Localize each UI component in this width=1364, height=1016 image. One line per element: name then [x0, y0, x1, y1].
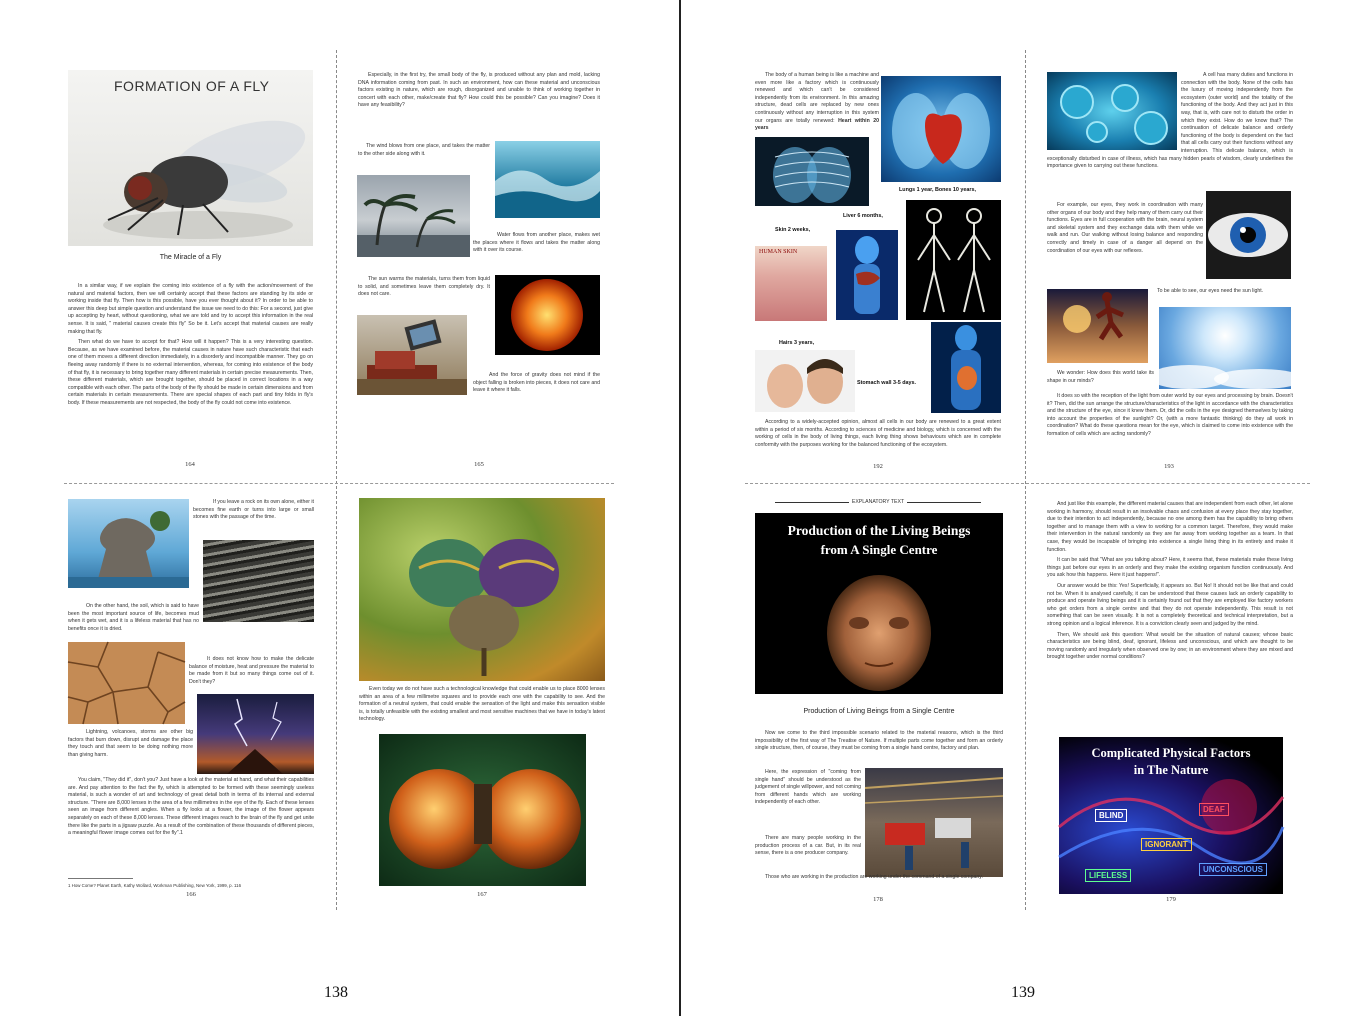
column-divider — [1025, 50, 1026, 910]
poster-line2: from A Single Centre — [820, 542, 938, 557]
p178-paragraph: There are many people working in the production process of a car. But, in its real sense, there is a one producer company. — [755, 835, 861, 857]
footnote-rule — [68, 878, 133, 879]
p193-cell — [1047, 72, 1293, 200]
footnote: 1 How Come? Planet Earth, Kathy Wollard, Workman Publishing, New York, 1999, p. 116 — [68, 883, 242, 888]
page-number-139: 139 — [1011, 984, 1035, 1001]
page-number-192: 192 — [873, 463, 883, 470]
p193-sunlight — [1157, 288, 1297, 298]
poster-line1: Production of the Living Beings — [787, 523, 971, 538]
sky-sun-photo — [1159, 307, 1291, 389]
lightning-text: Lightning, volcanoes, storms are other big factors that burn down, disrupt and damage the place they touch and that seem to be doing nothing more than giving harm. — [68, 729, 193, 758]
p166-rock — [193, 499, 314, 535]
rock-text: If you leave a rock on its own alone, either it becomes fine earth or turns into large or small stones with the passage of the time. — [193, 499, 314, 521]
p193-eye — [1047, 202, 1203, 284]
p192-paragraph: According to a widely-accepted opinion, almost all cells in our body are renewed to a great extent within a period of six months. According to sciences of medicine and biology, which is concerned with the working of cells in the body of living things, each living thing shows behaviours which are in complete conformity with the purposes working for the balanced functioning of the ecosystem. — [755, 419, 1001, 448]
page-number-178: 178 — [873, 896, 883, 903]
sun-text: The sun warms the materials, turns them from liquid to solid, and sometimes leave them completely dry. It does not care. — [358, 276, 490, 298]
lungs-bones-label: Lungs 1 year, Bones 10 years, — [899, 187, 977, 193]
fly-photo — [68, 70, 313, 246]
p178-text2 — [755, 769, 861, 831]
liver-illustration — [836, 230, 898, 320]
p192-intro-text: The body of a human being is like a machine and even more like a factory which is continuously renewed and which can't be considered independently from its environment. In this amazing structure, dead cells are replaced by new ones continuously without any interruption in this system our organs are totally renewed: — [755, 72, 879, 124]
stones-photo — [203, 540, 314, 622]
skeleton-illustration — [906, 200, 1001, 320]
sun-photo — [495, 275, 600, 355]
rock-island-photo — [68, 499, 189, 588]
eye-photo — [1206, 191, 1291, 279]
sunlight-text: To be able to see, our eyes need the sun light. — [1157, 288, 1264, 294]
physical-factors-poster — [1059, 737, 1283, 894]
factors-poster-line1: Complicated Physical Factors — [1091, 746, 1251, 760]
p167-paragraph: Even today we do not have such a technological knowledge that could enable us to place 8000 lenses within an area of a few millimetre squares and to provide each one with the capability to see. And the formation of a neutral system, that could enable the sensation of the light and make this sensation visible is, is totally unfeasible with the existing smallest and most sensitive machines that we have in today's latest technology. — [359, 686, 605, 723]
explanatory-label-wrap — [775, 499, 981, 505]
runner-sun-photo — [1047, 289, 1148, 363]
row-divider — [745, 483, 1310, 484]
fly-caption: The Miracle of a Fly — [159, 254, 222, 261]
p178-text1 — [755, 730, 1003, 763]
soil-text: On the other hand, the soil, which is said to have been the most important source of life, becomes mud when it gets wet, and it is a lifeless material that has no benefits once it is dried. — [68, 603, 199, 632]
p193-text — [1047, 393, 1293, 455]
cell-text: A cell has many duties and functions in connection with the body. None of the cells has the luxury of moving independently from the ecosystem (outer world) and the totality of the functioning of the body. And they act just in this way, that is, with care not to disturb the order in which they exist. How do we know that? The continuation of delicate balance and orderly functioning of the body is dependent on the fact that all cells carry out their functions without any interruption. This delicate balance, which is exceptionally disturbed in case of illness, which has many hidden pearls of wisdom, clearly underlines the importance given to carrying out these functions. — [1047, 72, 1293, 170]
skin-illustration — [755, 246, 827, 321]
wind-text: The wind blows from one place, and takes the matter to the other side along with it. — [358, 143, 490, 157]
p192-intro — [755, 72, 879, 132]
p178-paragraph: Here, the expression of "coming from single hand" should be understood as the judgement of single willpower, and not coming from different hands which are working independently of each other. — [755, 769, 861, 806]
heart-lungs-illustration — [881, 76, 1001, 182]
stomach-illustration — [931, 322, 1001, 413]
page-number-165: 165 — [474, 461, 484, 468]
factors-poster-line2: in The Nature — [1133, 763, 1209, 777]
claim-text: You claim, "They did it", don't you? Just have a look at the material at hand, and what their capabilities are. And pay attention to the fact the fly, which is attempted to be formed with these seemingly useless material, is such a wonder of art and technology of great detail both in terms of its internal and external structure. "There are 8,000 lenses in the area of a few millimetres in the eye of the fly. Each of these lenses seen an image from different angles. When a fly looks at a flower, the image of the flower appears separately on each of these 8,000 lenses. These different images reach to the brain of the fly and get unite there like the parts in a jigsaw puzzle. As a result of the combination of these thousands of different pieces, a meaningful flower image comes out for the fly".1 — [68, 777, 314, 837]
p178-paragraph: Now we come to the third impossible scenario related to the material reasons, which is the third impossibility of the first way of The Treatise of Nature. If multiple parts come together and form an orderly single structure, then, of course, they must be coming from a single hand centre, factory and plan. — [755, 730, 1003, 752]
p179-paragraph: And just like this example, the different material causes that are independent from each other, let alone working in harmony, should result in an insolvable chaos and confusion at every place they stay together, due to their intention to act independently, because no one among them has the capability to bring others together and to manage them with a view to working for a common target. Therefore, they would make their intervention in the natural randomly as they are far away from working together as a team. In that case, they would be incapable of bringing into existence a single living thing in its entirety and make it function. — [1047, 501, 1293, 553]
tag-lifeless: LIFELESS — [1085, 869, 1131, 882]
tag-blind: BLIND — [1095, 809, 1127, 822]
p165-intro — [358, 72, 600, 124]
wave-photo — [495, 141, 600, 218]
hairs-label: Hairs 3 years, — [779, 340, 815, 346]
tag-ignorant: IGNORANT — [1141, 838, 1192, 851]
p179-paragraph: It can be said that "What are you talking about? Here, it seems that, these materials make these living things just before our eyes in an orderly and they make the existing organism function continuously. And you ask how this happens. Here it just happens!". — [1047, 557, 1293, 579]
p193-paragraph: It does so with the reception of the light from outer world by our eyes and processing by brain. Doesn't it? Then, did the sun arrange the structure/characteristics of the light in accordance with the characteristics and the structure of the eye, since it knew them. Or, did the cells in the eye designed themselves by taking into account the properties of the sunlight? Or, (with a more fantastic thinking) do they all work in coordination? What do these questions mean for the eye, which is claimed to come into existence with the formation of cells which are acting randomly? — [1047, 393, 1293, 437]
p193-wonder — [1047, 370, 1154, 388]
p166-claim — [68, 777, 314, 863]
p179-text — [1047, 501, 1293, 733]
stomach-label: Stomach wall 3-5 days. — [857, 380, 917, 386]
balance-text: It does not know how to make the delicate balance of moisture, heat and pressure the material to be made from it but so many things come out of it. Don't they? — [189, 656, 314, 685]
p179-paragraph: Our answer would be this: Yes! Superficially, it appears so. But No! It should not be like that and could not be. When it is analysed carefully, it can be understood that these causes lack an orderly capability to produce and operate living beings and it is certainly found out that they are employed like factory workers who get orders from a single centre and that they do not operate independently. This result is not something that can be seen visually. It is not a completely theoretical and technical interpretation, but a strong opinion and a logical inference. It is a conviction clearly seen and judged by the mind. — [1047, 582, 1293, 627]
column-divider — [336, 50, 337, 910]
p192-text — [755, 419, 1001, 461]
horsefly-macro-photo — [359, 498, 605, 681]
p178-text3 — [755, 835, 861, 870]
page-number-164: 164 — [185, 461, 195, 468]
p192-heart: Heart within 20 years — [755, 117, 879, 132]
p164-paragraph: Then what do we have to accept for that? How will it happen? This is a very interesting question. Because, as we have examined before, the material causes in nature have such characteristic that each one of them moves a different direction immediately, in a disorderly and incompatible manner. They go on fleeing away randomly if there is no external intervention, whereas, for coming into existence of the body of that fly, it is necessary to bring together many different materials in certain precise measurements. Then, these different materials, which are brought together, should be placed in correct locations in a way compatible with each other. The parts of the body of the fly should be made in certain dimensions and from certain materials in certain measurements. There are special shapes of each part and tiny folds in fly's body. If these measurements are not respected, the body of the fly could not come into existence. — [68, 339, 313, 406]
explanatory-label: EXPLANATORY TEXT — [849, 499, 907, 505]
liver-label: Liver 6 months, — [843, 213, 883, 219]
left-page — [0, 0, 680, 1016]
tag-deaf: DEAF — [1199, 803, 1229, 816]
palm-storm-photo — [357, 175, 470, 257]
page-number-193: 193 — [1164, 463, 1174, 470]
compound-eyes-photo — [379, 734, 586, 886]
car-factory-photo — [865, 768, 1003, 877]
p166-balance — [189, 656, 314, 690]
p165-intro-text: Especially, in the first try, the small body of the fly, is produced without any plan and mold, lacking DNA information coming from past. In such an environment, how can these material and unconscious factors existing in nature, which are rough, disorganized and unable to think of working together in concert with each other, make/create that fly? How could this be possible? Can you imagine? Does it have any feasibility? — [358, 72, 600, 109]
p166-lightning — [68, 729, 193, 771]
right-page — [681, 0, 1364, 1016]
p165-water — [473, 232, 600, 258]
page-number-167: 167 — [477, 891, 487, 898]
p178-text4 — [755, 874, 1003, 891]
row-divider — [64, 483, 614, 484]
single-centre-poster — [755, 513, 1003, 694]
p165-wind — [358, 143, 490, 161]
lungs-xray-illustration — [755, 137, 869, 206]
gravity-text: And the force of gravity does not mind if the object falling is broken into pieces, it does not care and leave it where it falls. — [473, 372, 600, 394]
page-number-166: 166 — [186, 891, 196, 898]
p165-sun — [358, 276, 490, 302]
tag-unconscious: UNCONSCIOUS — [1199, 863, 1267, 876]
fly-photo-title: FORMATION OF A FLY — [114, 78, 270, 94]
skin-label: Skin 2 weeks, — [775, 227, 811, 233]
water-text: Water flows from another place, makes wet the places where it flows and takes the matter along with it over its course. — [473, 232, 600, 254]
falling-tv-photo — [357, 315, 467, 395]
eye-text: For example, our eyes, they work in coordination with many other organs of our body and they help many of them carry out their functions. Eyes are in full cooperation with the brain, neural system and skeletal system and they exchange data with them while we walk and run. Our walking without losing balance and responding correctly and timely in case of a danger all depend on the coordination of our eyes with our reflexes. — [1047, 202, 1203, 254]
p164-paragraph: In a similar way, if we explain the coming into existence of a fly with the action/movement of the natural and material factors, then we will certainly accept that these factors are standing by its side or working inside that fly. Then how is this possible, have you ever thought about it? In order to be able to answer this deep but simple question and understand the issue we need to do this: For a second, just give up accepting by heart, without questioning, what we are told and try to accept this information in the real sense. It is said, " material causes create this fly" So be it. Let's accept that material causes are really making that fly. — [68, 283, 313, 335]
p165-gravity — [473, 372, 600, 398]
page-number-179: 179 — [1166, 896, 1176, 903]
dry-soil-photo — [68, 642, 185, 724]
p179-paragraph: Then, We should ask this question: What would be the situation of natural causes; whose basic characteristics are being blind, deaf, ignorant, lifeless and unconscious, and which are thought to be moving randomly and irregularly when observed one by one; in an environment where they are mixed and brought together under normal conditions? — [1047, 631, 1293, 661]
hair-men-photo — [755, 350, 855, 412]
p167-text — [359, 686, 605, 729]
page-number-138: 138 — [324, 984, 348, 1001]
skin-illustration-label: HUMAN SKIN — [759, 249, 798, 255]
wonder-text: We wonder: How does this world take its shape in our minds? — [1047, 370, 1154, 384]
p166-soil — [68, 603, 199, 637]
volcano-lightning-photo — [197, 694, 314, 774]
p164-text — [68, 283, 313, 458]
p178-paragraph: Those who are working in the production are working under the command of a single company. — [765, 874, 983, 880]
single-centre-caption: Production of Living Beings from a Single Centre — [803, 708, 955, 715]
